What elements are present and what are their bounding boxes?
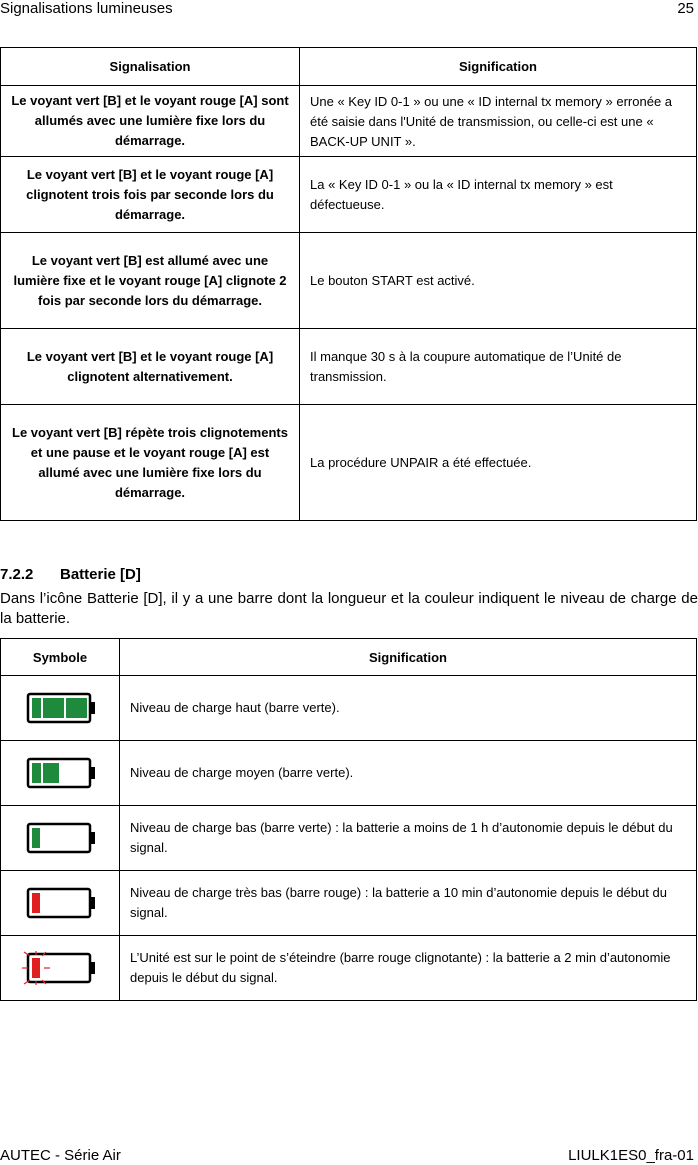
running-header-title: Signalisations lumineuses (0, 0, 173, 17)
table-header-row (1, 639, 697, 676)
battery-level-bar (43, 698, 64, 718)
footer-doc-code: LIULK1ES0_fra-01 (568, 1147, 694, 1164)
symbol-cell (1, 806, 120, 871)
battery-level-bar (32, 763, 41, 783)
battery-level-bar (43, 763, 59, 783)
battery-level-bar (32, 828, 40, 848)
signal-cell: Le voyant vert [B] répète trois clignotements et une pause et le voyant rouge [A] est allumé avec une lumière fixe lors du démarrage. (1, 405, 300, 521)
battery-terminal (91, 702, 95, 714)
meaning-cell: Niveau de charge moyen (barre verte). (120, 741, 697, 806)
column-header-meaning: Signification (300, 48, 697, 86)
battery-terminal (91, 962, 95, 974)
signal-cell: Le voyant vert [B] et le voyant rouge [A] sont allumés avec une lumière fixe lors du démarrage. (1, 86, 300, 157)
column-header-signal: Signalisation (1, 48, 300, 86)
table-row (1, 741, 697, 806)
battery-terminal (91, 897, 95, 909)
meaning-cell: Il manque 30 s à la coupure automatique de l’Unité de transmission. (300, 329, 697, 405)
battery-full-icon (20, 691, 100, 725)
signal-cell: Le voyant vert [B] est allumé avec une lumière fixe et le voyant rouge [A] clignote 2 fois par seconde lors du démarrage. (1, 233, 300, 329)
footer-product: AUTEC - Série Air (0, 1147, 121, 1164)
battery-table (0, 638, 697, 1001)
signal-table (0, 47, 697, 521)
symbol-cell (1, 741, 120, 806)
column-header-meaning: Signification (120, 639, 697, 676)
battery-level-bar (32, 698, 41, 718)
meaning-cell: L’Unité est sur le point de s’éteindre (barre rouge clignotante) : la batterie a 2 min d’autonomie depuis le début du signal. (120, 936, 697, 1001)
meaning-cell: La « Key ID 0-1 » ou la « ID internal tx memory » est défectueuse. (300, 157, 697, 233)
signal-cell: Le voyant vert [B] et le voyant rouge [A] clignotent alternativement. (1, 329, 300, 405)
table-row (1, 806, 697, 871)
meaning-cell: Le bouton START est activé. (300, 233, 697, 329)
table-row (1, 676, 697, 741)
section-title: Batterie [D] (60, 566, 141, 583)
battery-level-bar (32, 958, 40, 978)
table-row (1, 329, 697, 405)
table-row (1, 871, 697, 936)
battery-medium-icon (20, 756, 100, 790)
table-row (1, 405, 697, 521)
battery-critical-blinking-icon (20, 951, 100, 985)
section-number: 7.2.2 (0, 566, 34, 583)
table-header-row (1, 48, 697, 86)
page-number: 25 (677, 0, 694, 17)
table-row (1, 86, 697, 157)
battery-terminal (91, 767, 95, 779)
meaning-cell: Une « Key ID 0-1 » ou une « ID internal tx memory » erronée a été saisie dans l'Unité de transmission, ou celle-ci est une « BACK-UP UNIT ». (300, 86, 697, 157)
column-header-symbol: Symbole (1, 639, 120, 676)
section-intro: Dans l’icône Batterie [D], il y a une barre dont la longueur et la couleur indiquent le niveau de charge de la batterie. (0, 590, 698, 627)
symbol-cell (1, 936, 120, 1001)
symbol-cell (1, 676, 120, 741)
section-heading (0, 566, 141, 583)
symbol-cell (1, 871, 120, 936)
table-row (1, 157, 697, 233)
meaning-cell: Niveau de charge haut (barre verte). (120, 676, 697, 741)
signal-cell: Le voyant vert [B] et le voyant rouge [A] clignotent trois fois par seconde lors du démarrage. (1, 157, 300, 233)
battery-low-icon (20, 821, 100, 855)
meaning-cell: La procédure UNPAIR a été effectuée. (300, 405, 697, 521)
table-row (1, 233, 697, 329)
battery-very-low-icon (20, 886, 100, 920)
meaning-cell: Niveau de charge bas (barre verte) : la batterie a moins de 1 h d’autonomie depuis le début du signal. (120, 806, 697, 871)
battery-level-bar (66, 698, 87, 718)
table-row (1, 936, 697, 1001)
meaning-cell: Niveau de charge très bas (barre rouge) : la batterie a 10 min d’autonomie depuis le début du signal. (120, 871, 697, 936)
battery-level-bar (32, 893, 40, 913)
battery-terminal (91, 832, 95, 844)
